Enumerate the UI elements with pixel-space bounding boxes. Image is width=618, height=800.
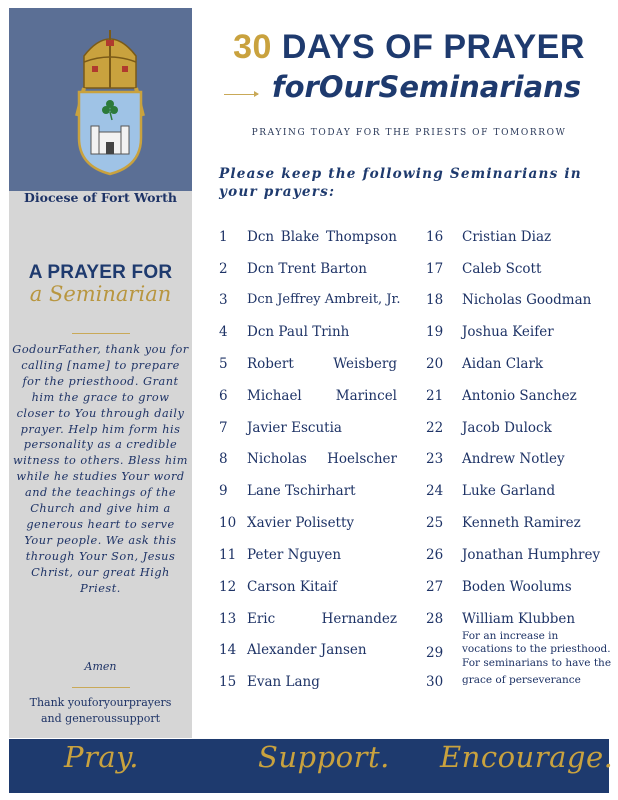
diocese-name: Diocese of Fort Worth [24, 190, 177, 205]
page-title [200, 28, 618, 67]
list-item: 6 Michael Marincel [219, 388, 397, 404]
thanks-line-2: and generoussupport [40, 712, 161, 725]
intention-item: 29 For an increase in vocations to the priesthood. [426, 630, 611, 661]
seminarian-list-1 [219, 229, 399, 699]
prayer-title: A PRAYER FOR [28, 262, 173, 283]
footer-encourage: Encourage. [440, 740, 614, 774]
title-number: 30 [233, 28, 272, 66]
list-item: 11 Peter Nguyen [219, 547, 342, 563]
list-item: 26 Jonathan Humphrey [426, 547, 601, 563]
list-item: 16 Cristian Diaz [426, 229, 552, 245]
list-item: 12 Carson Kitaif [219, 579, 338, 595]
list-item: 10 Xavier Polisetty [219, 515, 355, 531]
list-item: 7 Javier Escutia [219, 420, 342, 436]
list-item: 9 Lane Tschirhart [219, 483, 356, 499]
list-item: 23 Andrew Notley [426, 451, 565, 467]
list-item: 8 Nicholas Hoelscher [219, 451, 397, 467]
list-item: 19 Joshua Keifer [426, 324, 554, 340]
list-item: 24 Luke Garland [426, 483, 556, 499]
list-item: 18 Nicholas Goodman [426, 292, 592, 308]
list-item: 13 Eric Hernandez [219, 611, 397, 627]
list-item: 21 Antonio Sanchez [426, 388, 577, 404]
list-item: 4 Dcn Paul Trinh [219, 324, 350, 340]
list-item: 22 Jacob Dulock [426, 420, 552, 436]
prayer-subtitle: a Seminarian [29, 282, 172, 306]
list-item: 14 Alexander Jansen [219, 642, 367, 658]
list-item: 2 Dcn Trent Barton [219, 261, 367, 277]
prayer-divider [72, 333, 130, 334]
intention-item: 30 For seminarians to have the grace of perseverance [426, 657, 612, 690]
prayer-amen: Amen [84, 660, 117, 673]
thanks-divider [72, 687, 130, 688]
list-item: 28 William Klubben [426, 611, 576, 627]
title-text: DAYS OF PRAYER [281, 28, 585, 66]
list-item: 1 Dcn Blake Thompson [219, 229, 397, 245]
list-item: 17 Caleb Scott [426, 261, 542, 277]
seminarian-list-2 [426, 229, 611, 699]
page-subtitle: forOurSeminarians [272, 70, 582, 104]
list-item: 3 Dcn Jeffrey Ambreit, Jr. [219, 292, 401, 308]
footer-pray: Pray. [64, 740, 139, 774]
footer-support: Support. [258, 740, 390, 774]
list-item: 15 Evan Lang [219, 674, 320, 690]
prayer-text: GodourFather, thank you for calling [name] to prepare for the priesthood. Grant him the grace to grow closer to You through daily prayer. Help him form his personality as a credible witness to others. Bless him while he studies Your word and the teachings of the Church and give him a generous heart to serve Your people. We ask this through Your Son, Jesus Christ, our great High Priest. [12, 343, 189, 595]
list-item: 27 Boden Woolums [426, 579, 572, 595]
list-item: 20 Aidan Clark [426, 356, 544, 372]
arrow-icon [224, 94, 258, 95]
thanks-line-1: Thank youforyourprayers [29, 696, 172, 709]
list-item: 5 Robert Weisberg [219, 356, 397, 372]
crest-panel [9, 8, 192, 191]
diocese-crest-icon [69, 26, 151, 176]
thanks-note [9, 695, 192, 727]
intro-text: Please keep the following Seminarians in your prayers: [219, 166, 582, 200]
tagline: PRAYING TODAY FOR THE PRIESTS OF TOMORROW [251, 128, 567, 138]
list-item: 25 Kenneth Ramirez [426, 515, 581, 531]
